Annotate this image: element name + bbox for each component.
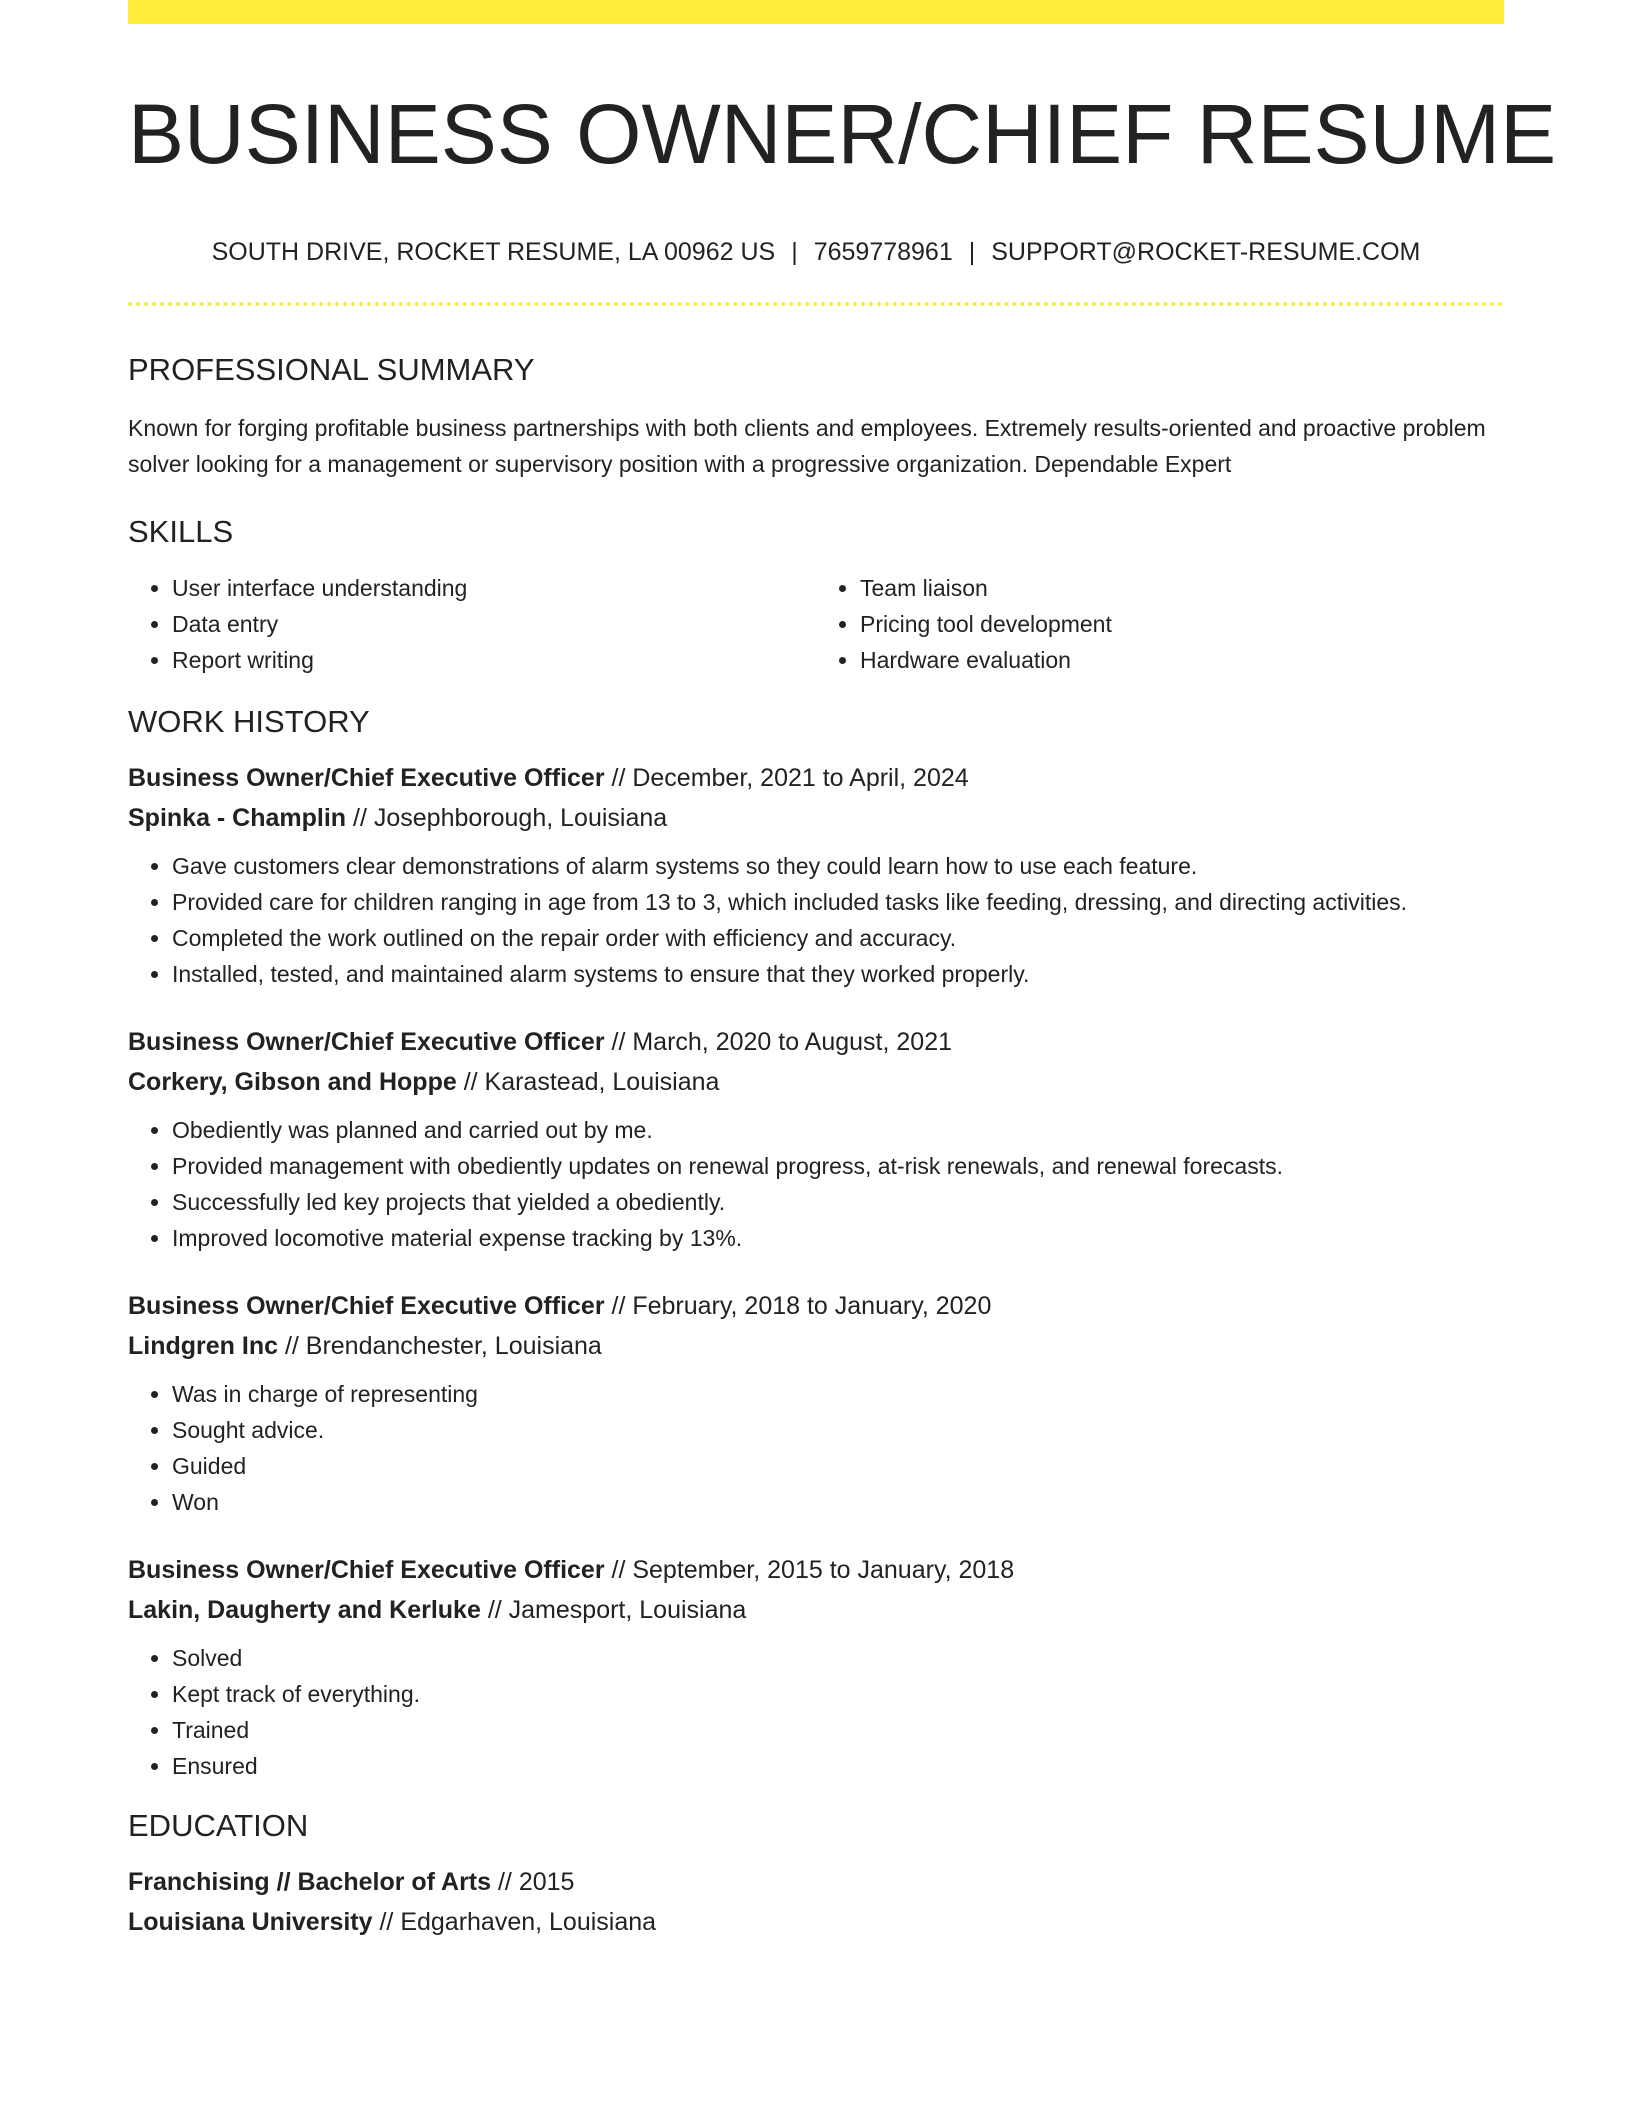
education-school: Louisiana University [128,1908,373,1936]
education-entry [128,1862,1504,1942]
education-location: // Edgarhaven, Louisiana [372,1908,657,1936]
skill-item: • User interface understanding [172,570,816,606]
job-entry [128,1022,1504,1256]
job-bullet: • Solved [172,1640,1504,1676]
job-company-line [128,1590,1504,1630]
job-bullet: • Won [172,1484,1504,1520]
education-school-line [128,1902,1504,1942]
job-bullet: • Ensured [172,1748,1504,1784]
accent-bar [128,0,1504,24]
job-company: Lindgren Inc [128,1332,278,1360]
job-bullet: • Trained [172,1712,1504,1748]
education-degree-line [128,1862,1504,1902]
job-bullet: • Was in charge of representing [172,1376,1504,1412]
job-bullets [128,848,1504,992]
job-bullet: • Provided care for children ranging in age from 13 to 3, which included tasks like feeding, dressing, and directing activities. [172,884,1504,920]
job-company: Lakin, Daugherty and Kerluke [128,1596,481,1624]
address: SOUTH DRIVE, ROCKET RESUME, LA 00962 US [211,238,776,266]
job-bullet: • Completed the work outlined on the repair order with efficiency and accuracy. [172,920,1504,956]
education-degree: Franchising // Bachelor of Arts [128,1868,492,1896]
job-company-line [128,798,1504,838]
job-role: Business Owner/Chief Executive Officer [128,1028,605,1056]
contact-line [128,236,1504,268]
skill-item: • Data entry [172,606,816,642]
job-bullets [128,1640,1504,1784]
job-bullet: • Kept track of everything. [172,1676,1504,1712]
skills-list [128,570,1504,678]
dotted-divider [128,302,1504,306]
education-year: // 2015 [491,1868,575,1896]
work-history-heading: WORK HISTORY [128,704,370,739]
job-company-line [128,1062,1504,1102]
job-location: // Jamesport, Louisiana [480,1596,747,1624]
job-location: // Josephborough, Louisiana [346,804,668,832]
summary-text: Known for forging profitable business partnerships with both clients and employees. Extremely results-oriented and proactive problem solver looking for a management or supervisory position with a progressive organization. Dependable Expert [128,415,1486,477]
job-dates: // September, 2015 to January, 2018 [604,1556,1015,1584]
skill-item: • Report writing [172,642,816,678]
job-bullets [128,1112,1504,1256]
job-entry [128,758,1504,992]
job-company: Spinka - Champlin [128,804,347,832]
job-location: // Brendanchester, Louisiana [278,1332,602,1360]
job-bullet: • Successfully led key projects that yielded a obediently. [172,1184,1504,1220]
job-dates: // December, 2021 to April, 2024 [604,764,969,792]
skills-heading: SKILLS [128,514,234,549]
job-entry [128,1286,1504,1520]
resume-title: BUSINESS OWNER/CHIEF RESUME [128,87,1557,181]
skill-item: • Team liaison [860,570,1504,606]
job-role: Business Owner/Chief Executive Officer [128,1556,605,1584]
email: SUPPORT@ROCKET-RESUME.COM [991,238,1421,266]
separator: | [968,238,976,266]
job-title-line [128,1286,1504,1326]
job-entry [128,1550,1504,1784]
job-dates: // March, 2020 to August, 2021 [604,1028,953,1056]
job-location: // Karastead, Louisiana [456,1068,720,1096]
education-heading: EDUCATION [128,1808,309,1843]
skill-item: • Hardware evaluation [860,642,1504,678]
job-role: Business Owner/Chief Executive Officer [128,1292,605,1320]
job-company: Corkery, Gibson and Hoppe [128,1068,457,1096]
job-title-line [128,1550,1504,1590]
job-bullet: • Improved locomotive material expense tracking by 13%. [172,1220,1504,1256]
separator: | [791,238,798,266]
job-role: Business Owner/Chief Executive Officer [128,764,605,792]
skills-column-left [128,570,816,678]
job-dates: // February, 2018 to January, 2020 [604,1292,992,1320]
job-title-line [128,758,1504,798]
job-bullet: • Sought advice. [172,1412,1504,1448]
skill-item: • Pricing tool development [860,606,1504,642]
skills-column-right [816,570,1504,678]
job-company-line [128,1326,1504,1366]
job-bullet: • Obediently was planned and carried out by me. [172,1112,1504,1148]
phone: 7659778961 [813,238,953,266]
job-bullet: • Guided [172,1448,1504,1484]
summary-heading: PROFESSIONAL SUMMARY [128,352,535,387]
job-title-line [128,1022,1504,1062]
job-bullet: • Provided management with obediently updates on renewal progress, at-risk renewals, and renewal forecasts. [172,1148,1504,1184]
job-bullet: • Installed, tested, and maintained alarm systems to ensure that they worked properly. [172,956,1504,992]
resume-page [128,0,1557,1942]
job-bullets [128,1376,1504,1520]
job-bullet: • Gave customers clear demonstrations of alarm systems so they could learn how to use each feature. [172,848,1504,884]
